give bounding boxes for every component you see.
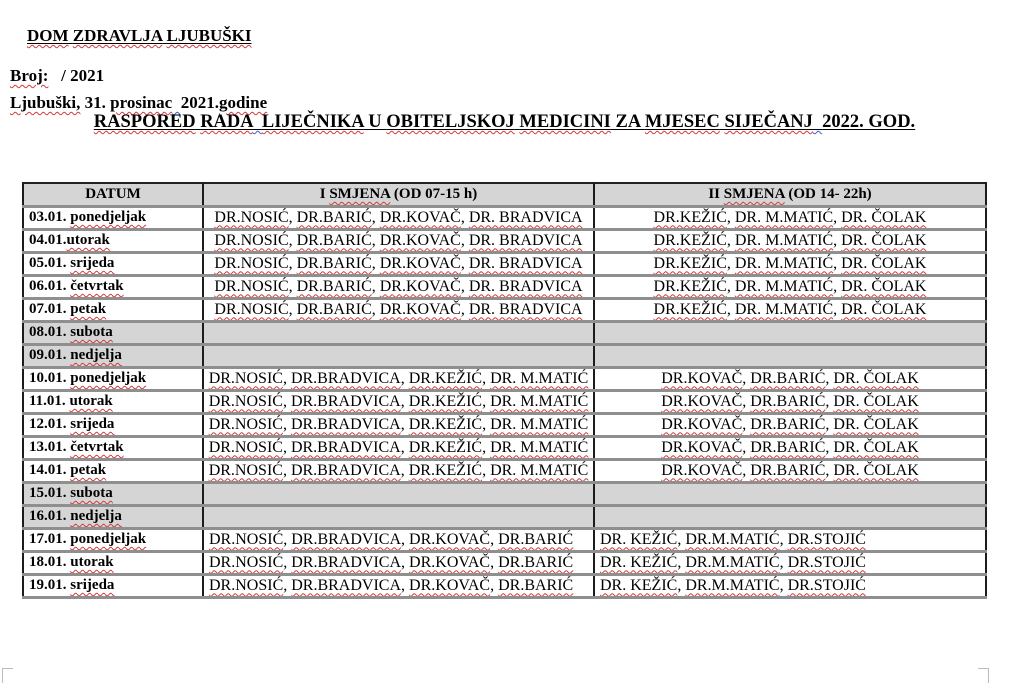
day-name: srijeda <box>70 416 115 432</box>
doctor-name: DR.NOSIĆ <box>214 254 289 272</box>
doctor-name: DR. ČOLAK <box>841 208 927 226</box>
table-row <box>23 436 986 459</box>
day-name: srijeda <box>70 255 115 271</box>
date-number: 16.01. <box>29 508 67 524</box>
doctor-name: DR. M.MATIĆ <box>734 254 834 272</box>
date-cell[interactable] <box>23 298 203 321</box>
shift1-cell[interactable] <box>203 505 594 528</box>
doctor-name: DR.KOVAČ <box>409 530 491 548</box>
day-name: nedjelja <box>70 508 122 524</box>
misspelled-word <box>172 93 181 112</box>
place-date-line <box>10 93 267 113</box>
date-cell[interactable] <box>23 206 203 229</box>
doctor-name: DR.BRADVICA <box>290 415 401 433</box>
date-number: 17.01. <box>29 531 67 547</box>
shift2-cell[interactable]: DR.KEŽIĆ, DR. M.MATIĆ, DR. ČOLAK <box>594 298 986 321</box>
day-name: ponedjeljak <box>70 531 147 547</box>
misspelled-word: SMJENA <box>723 185 785 202</box>
doctor-name: DR.KOVAČ <box>379 300 461 318</box>
misspelled-word: MEDICINI <box>519 112 611 132</box>
date-cell[interactable] <box>23 505 203 528</box>
table-row <box>23 321 986 344</box>
date-cell[interactable] <box>23 390 203 413</box>
doctor-name: DR.KEŽIĆ <box>408 369 483 387</box>
date-cell[interactable] <box>23 574 203 597</box>
date-cell[interactable] <box>23 275 203 298</box>
date-number: 14.01. <box>29 462 67 478</box>
doctor-name: DR.M.MATIĆ <box>685 553 780 571</box>
date-number: 10.01. <box>29 370 67 386</box>
misspelled-word <box>253 112 262 132</box>
date-number: 19.01. <box>29 577 67 593</box>
doctor-name: DR.BRADVICA <box>291 576 402 594</box>
doctor-name: DR.KOVAČ <box>379 254 461 272</box>
shift2-cell[interactable]: DR.KEŽIĆ, DR. M.MATIĆ, DR. ČOLAK <box>594 252 986 275</box>
doctor-name: DR. M.MATIĆ <box>734 231 834 249</box>
shift1-cell[interactable]: DR.NOSIĆ, DR.BRADVICA, DR.KEŽIĆ, DR. M.MATIĆ <box>203 459 594 482</box>
doctor-name: DR. BRADVICA <box>468 231 583 249</box>
text-segment: (OD 07-15 h) <box>390 185 478 202</box>
day-name: utorak <box>70 554 114 570</box>
misspelled-word: godine <box>218 93 268 112</box>
doctor-name: DR.KOVAČ <box>661 438 743 456</box>
text-segment: U <box>363 112 387 132</box>
shift2-cell[interactable] <box>594 482 986 505</box>
doctor-name: DR. M.MATIĆ <box>490 415 589 433</box>
shift1-cell[interactable] <box>203 344 594 367</box>
doctor-name: DR.BRADVICA <box>291 530 402 548</box>
doctor-name: DR.NOSIĆ <box>208 392 283 410</box>
table-body <box>23 206 986 597</box>
doctor-name: DR. M.MATIĆ <box>734 208 834 226</box>
doctor-name: DR.KOVAČ <box>409 553 491 571</box>
date-cell[interactable] <box>23 413 203 436</box>
doctor-name: DR. ČOLAK <box>833 415 919 433</box>
shift2-cell[interactable]: DR.KEŽIĆ, DR. M.MATIĆ, DR. ČOLAK <box>594 206 986 229</box>
doctor-name: DR.M.MATIĆ <box>685 576 780 594</box>
table-row <box>23 528 986 551</box>
day-name: petak <box>70 301 107 317</box>
date-number: 09.01. <box>29 347 67 363</box>
misspelled-word: prosinac <box>110 93 173 112</box>
misspelled-word: MJESEC <box>644 112 720 132</box>
misspelled-word <box>813 112 822 132</box>
doctor-name: DR. ČOLAK <box>833 438 919 456</box>
doctor-name: DR. M.MATIĆ <box>490 392 589 410</box>
doctor-name: DR.BRADVICA <box>291 553 402 571</box>
date-cell[interactable] <box>23 459 203 482</box>
shift1-cell[interactable]: DR.NOSIĆ, DR.BRADVICA, DR.KEŽIĆ, DR. M.MATIĆ <box>203 367 594 390</box>
table-row <box>23 229 986 252</box>
doctor-name: DR.KEŽIĆ <box>408 415 483 433</box>
shift1-cell[interactable]: DR.NOSIĆ, DR.BRADVICA, DR.KOVAČ, DR.BARIĆ <box>203 528 594 551</box>
doctor-name: DR.KOVAČ <box>379 277 461 295</box>
misspelled-word: RASPORED <box>93 112 196 132</box>
header-cell-shift2[interactable] <box>594 183 986 206</box>
doctor-name: DR. KEŽIĆ <box>600 553 678 571</box>
date-number: 11.01. <box>29 393 66 409</box>
day-name: srijeda <box>70 577 115 593</box>
table-row <box>23 206 986 229</box>
shift1-cell[interactable] <box>203 482 594 505</box>
doctor-name: DR.KEŽIĆ <box>653 300 727 318</box>
shift2-cell[interactable] <box>594 321 986 344</box>
day-name: četvrtak <box>70 278 124 294</box>
shift1-cell[interactable]: DR.NOSIĆ, DR.BRADVICA, DR.KOVAČ, DR.BARIĆ <box>203 574 594 597</box>
doctor-name: DR.KOVAČ <box>379 208 461 226</box>
date-cell[interactable] <box>23 482 203 505</box>
date-number: 05.01. <box>29 255 67 271</box>
date-cell[interactable] <box>23 229 203 252</box>
doctor-name: DR.BRADVICA <box>290 369 401 387</box>
day-name: subota <box>70 485 113 501</box>
day-name: ponedjeljak <box>70 209 147 225</box>
doctor-name: DR.STOJIĆ <box>787 576 866 594</box>
doctor-name: DR.NOSIĆ <box>209 576 284 594</box>
doctor-name: DR. BRADVICA <box>468 277 583 295</box>
date-number: 04.01. <box>29 232 67 248</box>
shift1-cell[interactable]: DR.NOSIĆ, DR.BARIĆ, DR.KOVAČ, DR. BRADVICA <box>203 252 594 275</box>
doctor-name: DR.NOSIĆ <box>208 415 283 433</box>
doctor-name: DR.NOSIĆ <box>208 461 283 479</box>
shift1-cell[interactable]: DR.NOSIĆ, DR.BRADVICA, DR.KEŽIĆ, DR. M.MATIĆ <box>203 436 594 459</box>
date-number: 15.01. <box>29 485 67 501</box>
table-row <box>23 482 986 505</box>
shift2-cell[interactable] <box>594 505 986 528</box>
org-name-line <box>10 6 267 66</box>
shift2-cell[interactable]: DR.KEŽIĆ, DR. M.MATIĆ, DR. ČOLAK <box>594 229 986 252</box>
misspelled-word: ZDRAVLJA <box>72 26 163 45</box>
doctor-name: DR.BARIĆ <box>296 277 372 295</box>
doctor-name: DR.BARIĆ <box>750 461 826 479</box>
doctor-name: DR.STOJIĆ <box>787 553 866 571</box>
day-name: utorak <box>69 393 113 409</box>
page-boundary-corner-right-icon <box>978 668 989 683</box>
doctor-name: DR. KEŽIĆ <box>600 530 678 548</box>
doctor-name: DR. M.MATIĆ <box>490 461 589 479</box>
doctor-name: DR.BARIĆ <box>498 530 574 548</box>
doctor-name: DR.KEŽIĆ <box>408 438 483 456</box>
doctor-name: DR. ČOLAK <box>841 254 927 272</box>
shift2-cell[interactable]: DR. KEŽIĆ, DR.M.MATIĆ, DR.STOJIĆ <box>594 574 986 597</box>
doctor-name: DR.KOVAČ <box>409 576 491 594</box>
doctor-name: DR.KEŽIĆ <box>408 461 483 479</box>
org-name <box>27 26 252 45</box>
table-row <box>23 413 986 436</box>
shift1-cell[interactable]: DR.NOSIĆ, DR.BRADVICA, DR.KEŽIĆ, DR. M.MATIĆ <box>203 413 594 436</box>
table-row <box>23 459 986 482</box>
shift2-cell[interactable]: DR.KOVAČ, DR.BARIĆ, DR. ČOLAK <box>594 390 986 413</box>
doctor-name: DR. BRADVICA <box>468 254 583 272</box>
document-title-text <box>94 112 915 132</box>
shift1-cell[interactable]: DR.NOSIĆ, DR.BRADVICA, DR.KOVAČ, DR.BARIĆ <box>203 551 594 574</box>
misspelled-word: LIJEČNIKA <box>261 112 364 132</box>
table-header-row <box>23 183 986 206</box>
shift1-cell[interactable]: DR.NOSIĆ, DR.BARIĆ, DR.KOVAČ, DR. BRADVICA <box>203 275 594 298</box>
doctor-name: DR.BARIĆ <box>296 254 372 272</box>
doctor-name: DR.KOVAČ <box>661 415 743 433</box>
doctor-name: DR.BARIĆ <box>750 438 826 456</box>
doctor-name: DR. ČOLAK <box>841 277 927 295</box>
text-segment: I <box>319 185 330 202</box>
table-row <box>23 367 986 390</box>
shift2-cell[interactable]: DR. KEŽIĆ, DR.M.MATIĆ, DR.STOJIĆ <box>594 551 986 574</box>
date-number: 06.01. <box>29 278 67 294</box>
doctor-name: DR.NOSIĆ <box>209 530 284 548</box>
text-segment: II <box>708 185 724 202</box>
shift1-cell[interactable] <box>203 321 594 344</box>
day-name: petak <box>70 462 107 478</box>
doctor-name: DR.KEŽIĆ <box>408 392 483 410</box>
table-row <box>23 574 986 597</box>
date-number: 18.01. <box>29 554 67 570</box>
doctor-name: DR.KEŽIĆ <box>653 277 727 295</box>
doctor-name: DR.BARIĆ <box>498 576 574 594</box>
doctor-name: DR.KOVAČ <box>661 369 743 387</box>
shift2-cell[interactable]: DR.KEŽIĆ, DR. M.MATIĆ, DR. ČOLAK <box>594 275 986 298</box>
doctor-name: DR.KOVAČ <box>379 231 461 249</box>
misspelled-word: OBITELJSKOJ <box>386 112 515 132</box>
day-name: ponedjeljak <box>70 370 147 386</box>
date-cell[interactable] <box>23 321 203 344</box>
misspelled-word: DOM <box>27 26 69 45</box>
doctor-name: DR.KOVAČ <box>661 392 743 410</box>
date-cell[interactable] <box>23 252 203 275</box>
text-segment: DATUM <box>85 185 141 202</box>
doctor-name: DR.KEŽIĆ <box>653 231 727 249</box>
table-row <box>23 252 986 275</box>
table-row <box>23 505 986 528</box>
shift2-cell[interactable]: DR.KOVAČ, DR.BARIĆ, DR. ČOLAK <box>594 436 986 459</box>
day-name: nedjelja <box>70 347 122 363</box>
doctor-name: DR.BARIĆ <box>296 300 372 318</box>
doctor-name: DR.BRADVICA <box>290 438 401 456</box>
doctor-name: DR.BARIĆ <box>498 553 574 571</box>
doctor-name: DR.NOSIĆ <box>214 231 289 249</box>
text-segment: 2022. GOD. <box>822 112 916 132</box>
shift1-cell[interactable]: DR.NOSIĆ, DR.BARIĆ, DR.KOVAČ, DR. BRADVICA <box>203 298 594 321</box>
doctor-name: DR. KEŽIĆ <box>600 576 678 594</box>
doctor-name: DR.NOSIĆ <box>214 300 289 318</box>
doctor-name: DR.NOSIĆ <box>209 553 284 571</box>
header-cell-shift1[interactable] <box>203 183 594 206</box>
doctor-name: DR.NOSIĆ <box>208 369 283 387</box>
shift2-cell[interactable] <box>594 344 986 367</box>
day-name: utorak <box>66 232 110 248</box>
misspelled-word: RADA <box>200 112 253 132</box>
shift1-cell[interactable]: DR.NOSIĆ, DR.BRADVICA, DR.KEŽIĆ, DR. M.MATIĆ <box>203 390 594 413</box>
day-name: četvrtak <box>70 439 124 455</box>
schedule-table <box>22 182 987 599</box>
doctor-name: DR.NOSIĆ <box>208 438 283 456</box>
doctor-name: DR. M.MATIĆ <box>734 300 834 318</box>
misspelled-word: LJUBUŠKI <box>166 26 252 45</box>
page-boundary-corner-left-icon <box>2 668 13 683</box>
doctor-name: DR.NOSIĆ <box>214 208 289 226</box>
doctor-name: DR.KOVAČ <box>661 461 743 479</box>
day-name: subota <box>70 324 113 340</box>
doctor-name: DR.M.MATIĆ <box>685 530 780 548</box>
misspelled-word: SIJEČANJ <box>724 112 813 132</box>
misspelled-word: SMJENA <box>329 185 391 202</box>
doctor-name: DR.BRADVICA <box>290 461 401 479</box>
date-cell[interactable] <box>23 436 203 459</box>
date-number: 03.01. <box>29 209 67 225</box>
table-row <box>23 390 986 413</box>
doctor-name: DR.BARIĆ <box>750 369 826 387</box>
doctor-name: DR. ČOLAK <box>841 300 927 318</box>
date-number: 13.01. <box>29 439 67 455</box>
text-segment: / 2021 <box>48 66 105 85</box>
doctor-name: DR. ČOLAK <box>841 231 927 249</box>
date-cell[interactable] <box>23 344 203 367</box>
doctor-name: DR. ČOLAK <box>833 392 919 410</box>
shift1-cell[interactable]: DR.NOSIĆ, DR.BARIĆ, DR.KOVAČ, DR. BRADVICA <box>203 229 594 252</box>
broj-line <box>10 66 267 86</box>
doctor-name: DR.NOSIĆ <box>214 277 289 295</box>
doctor-name: DR. BRADVICA <box>468 208 583 226</box>
date-number: 07.01. <box>29 301 67 317</box>
shift2-cell[interactable]: DR.KOVAČ, DR.BARIĆ, DR. ČOLAK <box>594 413 986 436</box>
text-segment: ZA <box>610 112 645 132</box>
table-row <box>23 298 986 321</box>
table-row <box>23 344 986 367</box>
misspelled-word: Ljubuški, <box>10 93 81 112</box>
table-row <box>23 551 986 574</box>
doctor-name: DR. M.MATIĆ <box>734 277 834 295</box>
table-row <box>23 275 986 298</box>
shift2-cell[interactable]: DR. KEŽIĆ, DR.M.MATIĆ, DR.STOJIĆ <box>594 528 986 551</box>
letterhead <box>10 6 267 113</box>
doctor-name: DR.STOJIĆ <box>787 530 866 548</box>
shift2-cell[interactable]: DR.KOVAČ, DR.BARIĆ, DR. ČOLAK <box>594 459 986 482</box>
document-title <box>0 112 1009 133</box>
text-segment: (OD 14- 22h) <box>784 185 872 202</box>
shift2-cell[interactable]: DR.KOVAČ, DR.BARIĆ, DR. ČOLAK <box>594 367 986 390</box>
doctor-name: DR. M.MATIĆ <box>490 369 589 387</box>
date-cell[interactable] <box>23 367 203 390</box>
doctor-name: DR. BRADVICA <box>468 300 583 318</box>
doctor-name: DR.BARIĆ <box>296 231 372 249</box>
text-segment: 2021. <box>180 93 219 112</box>
header-cell-datum[interactable] <box>23 183 203 206</box>
date-cell[interactable] <box>23 528 203 551</box>
date-cell[interactable] <box>23 551 203 574</box>
misspelled-word: Broj: <box>10 66 49 85</box>
text-segment: 31. <box>80 93 111 112</box>
doctor-name: DR.KEŽIĆ <box>653 208 727 226</box>
doctor-name: DR.BARIĆ <box>296 208 372 226</box>
doctor-name: DR.BRADVICA <box>290 392 401 410</box>
doctor-name: DR.BARIĆ <box>750 392 826 410</box>
doctor-name: DR. ČOLAK <box>833 369 919 387</box>
doctor-name: DR.BARIĆ <box>750 415 826 433</box>
date-number: 12.01. <box>29 416 67 432</box>
doctor-name: DR. ČOLAK <box>833 461 919 479</box>
shift1-cell[interactable]: DR.NOSIĆ, DR.BARIĆ, DR.KOVAČ, DR. BRADVICA <box>203 206 594 229</box>
doctor-name: DR.KEŽIĆ <box>653 254 727 272</box>
date-number: 08.01. <box>29 324 67 340</box>
doctor-name: DR. M.MATIĆ <box>490 438 589 456</box>
